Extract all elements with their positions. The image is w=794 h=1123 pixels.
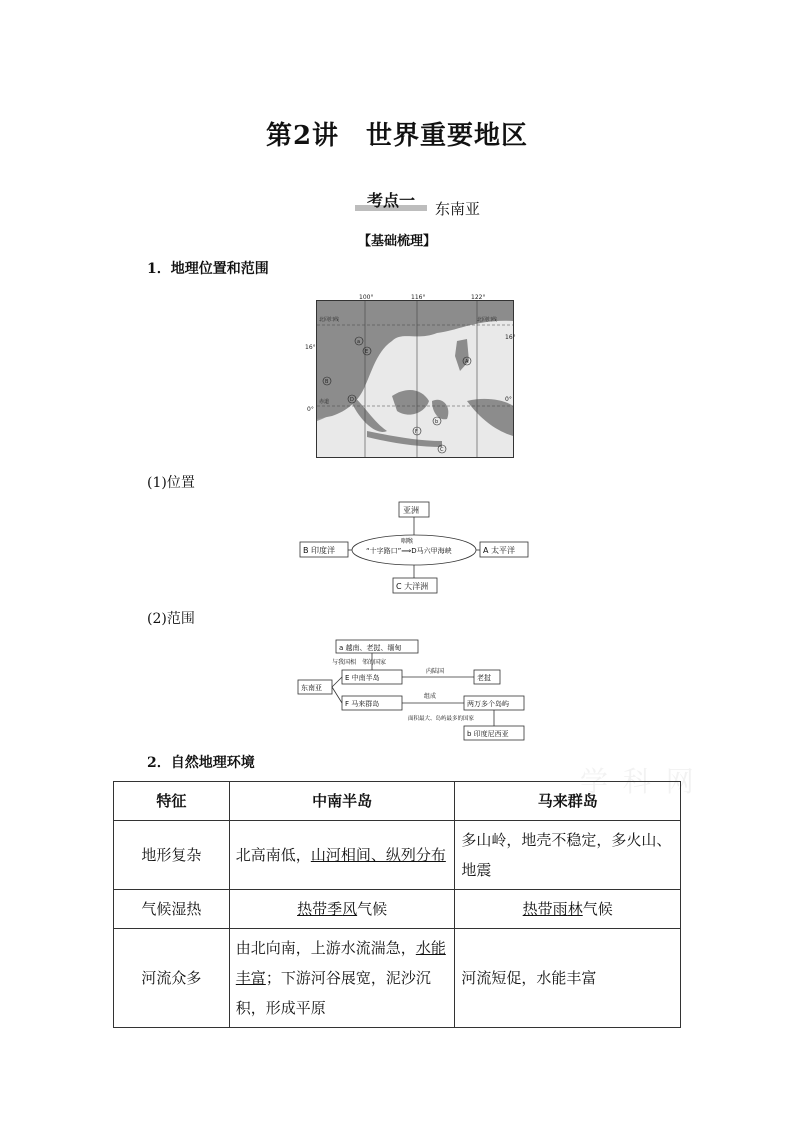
map-point-label: F xyxy=(415,429,418,435)
table-cell-malay: 多山岭，地壳不稳定，多火山、地震 xyxy=(455,821,681,890)
table-cell-indochina xyxy=(229,929,455,1028)
map-region-label: 赤道 xyxy=(319,399,330,405)
map-point-label: D xyxy=(350,397,354,403)
table-cell-feature: 地形复杂 xyxy=(114,821,230,890)
map-lon-label: 122° xyxy=(471,294,486,301)
watermark: 学 科 网 xyxy=(580,765,697,798)
text-run: 由北向南，上游水流湍急， xyxy=(235,939,416,957)
map-lat-label: 16° xyxy=(505,334,516,341)
section-tag: 【基础梳理】 xyxy=(357,234,436,249)
scope-e-box: E 中南半岛 xyxy=(345,674,380,682)
position-center-note: 咽喉 xyxy=(401,538,414,545)
scope-root: 东南亚 xyxy=(301,684,322,692)
table-header: 特征 xyxy=(114,782,230,821)
table-cell-indochina xyxy=(229,890,455,929)
underlined-text: 热带季 xyxy=(297,900,343,918)
underlined-text: 林 xyxy=(567,900,583,918)
topic-badge: 考点一 xyxy=(366,191,415,210)
map-point-label: b xyxy=(435,419,439,425)
text-run: 北高南低， xyxy=(235,846,311,864)
table-cell-malay: 河流短促，水能丰富 xyxy=(455,929,681,1028)
scope-f-box: F 马来群岛 xyxy=(345,700,380,708)
position-center: “十字路口”⟹D马六甲海峡 xyxy=(366,547,452,555)
topic-header xyxy=(355,188,535,218)
text-run: 气候 xyxy=(357,900,388,918)
underlined-text: 水能丰富 xyxy=(235,939,446,987)
map-lat-label: 16° xyxy=(305,344,316,351)
position-south: C 大洋洲 xyxy=(396,582,429,591)
scope-f-country: b 印度尼西亚 xyxy=(467,730,509,738)
position-west: B 印度洋 xyxy=(303,546,336,555)
scope-f-arrow-label: 组成 xyxy=(424,693,437,700)
map-lat-label: 0° xyxy=(307,406,314,413)
map-point-label: B xyxy=(325,379,329,385)
scope-f-result: 两万多个岛屿 xyxy=(467,700,509,708)
environment-table xyxy=(113,781,681,1028)
scope-e-arrow-label: 内陆国 xyxy=(426,668,445,675)
table-cell-feature: 河流众多 xyxy=(114,929,230,1028)
scope-heading: (2)范围 xyxy=(147,611,195,627)
section-2-heading: 2．自然地理环境 xyxy=(147,755,255,771)
table-row xyxy=(114,821,681,890)
map-point-label: a xyxy=(357,339,361,345)
map-lat-label: 0° xyxy=(505,396,512,403)
map-point-label: A xyxy=(465,359,469,365)
scope-f-note: 面积最大、岛屿最多的国家 xyxy=(408,716,475,722)
underlined-text: 热带雨 xyxy=(522,900,568,918)
position-north: 亚洲 xyxy=(403,506,419,515)
table-header: 中南半岛 xyxy=(229,782,455,821)
table-cell-malay xyxy=(455,890,681,929)
table-cell-indochina xyxy=(229,821,455,890)
southeast-asia-map xyxy=(305,294,516,458)
scope-e-result: 老挝 xyxy=(477,674,491,682)
topic-name: 东南亚 xyxy=(435,200,481,218)
text-run: 气候 xyxy=(582,900,613,918)
page-title: 第2讲 世界重要地区 xyxy=(265,121,529,151)
map-point-label: E xyxy=(365,349,369,355)
map-point-label: C xyxy=(440,447,444,453)
underlined-text: 山河相间、纵列分布 xyxy=(310,846,446,864)
text-run: ；下游河谷展宽，泥沙沉积，形成平原 xyxy=(235,969,431,1017)
position-east: A 太平洋 xyxy=(483,546,516,555)
table-row xyxy=(114,890,681,929)
position-diagram xyxy=(296,500,562,600)
section-1-heading: 1．地理位置和范围 xyxy=(147,261,269,277)
map-lon-label: 100° xyxy=(359,294,374,301)
underlined-text: 风 xyxy=(342,900,358,918)
table-header: 马来群岛 xyxy=(455,782,681,821)
map-lon-label: 116° xyxy=(411,294,426,301)
table-header-row xyxy=(114,782,681,821)
scope-top-note: 与我国相 邻的国家 xyxy=(332,659,387,666)
table-cell-feature: 气候湿热 xyxy=(114,890,230,929)
table-row xyxy=(114,929,681,1028)
scope-top-box: a 越南、老挝、缅甸 xyxy=(339,644,402,652)
position-heading: (1)位置 xyxy=(147,475,195,491)
map-region-label: 北回归线 xyxy=(477,317,498,323)
scope-diagram xyxy=(296,638,532,744)
map-region-label: 北回归线 xyxy=(319,317,340,323)
